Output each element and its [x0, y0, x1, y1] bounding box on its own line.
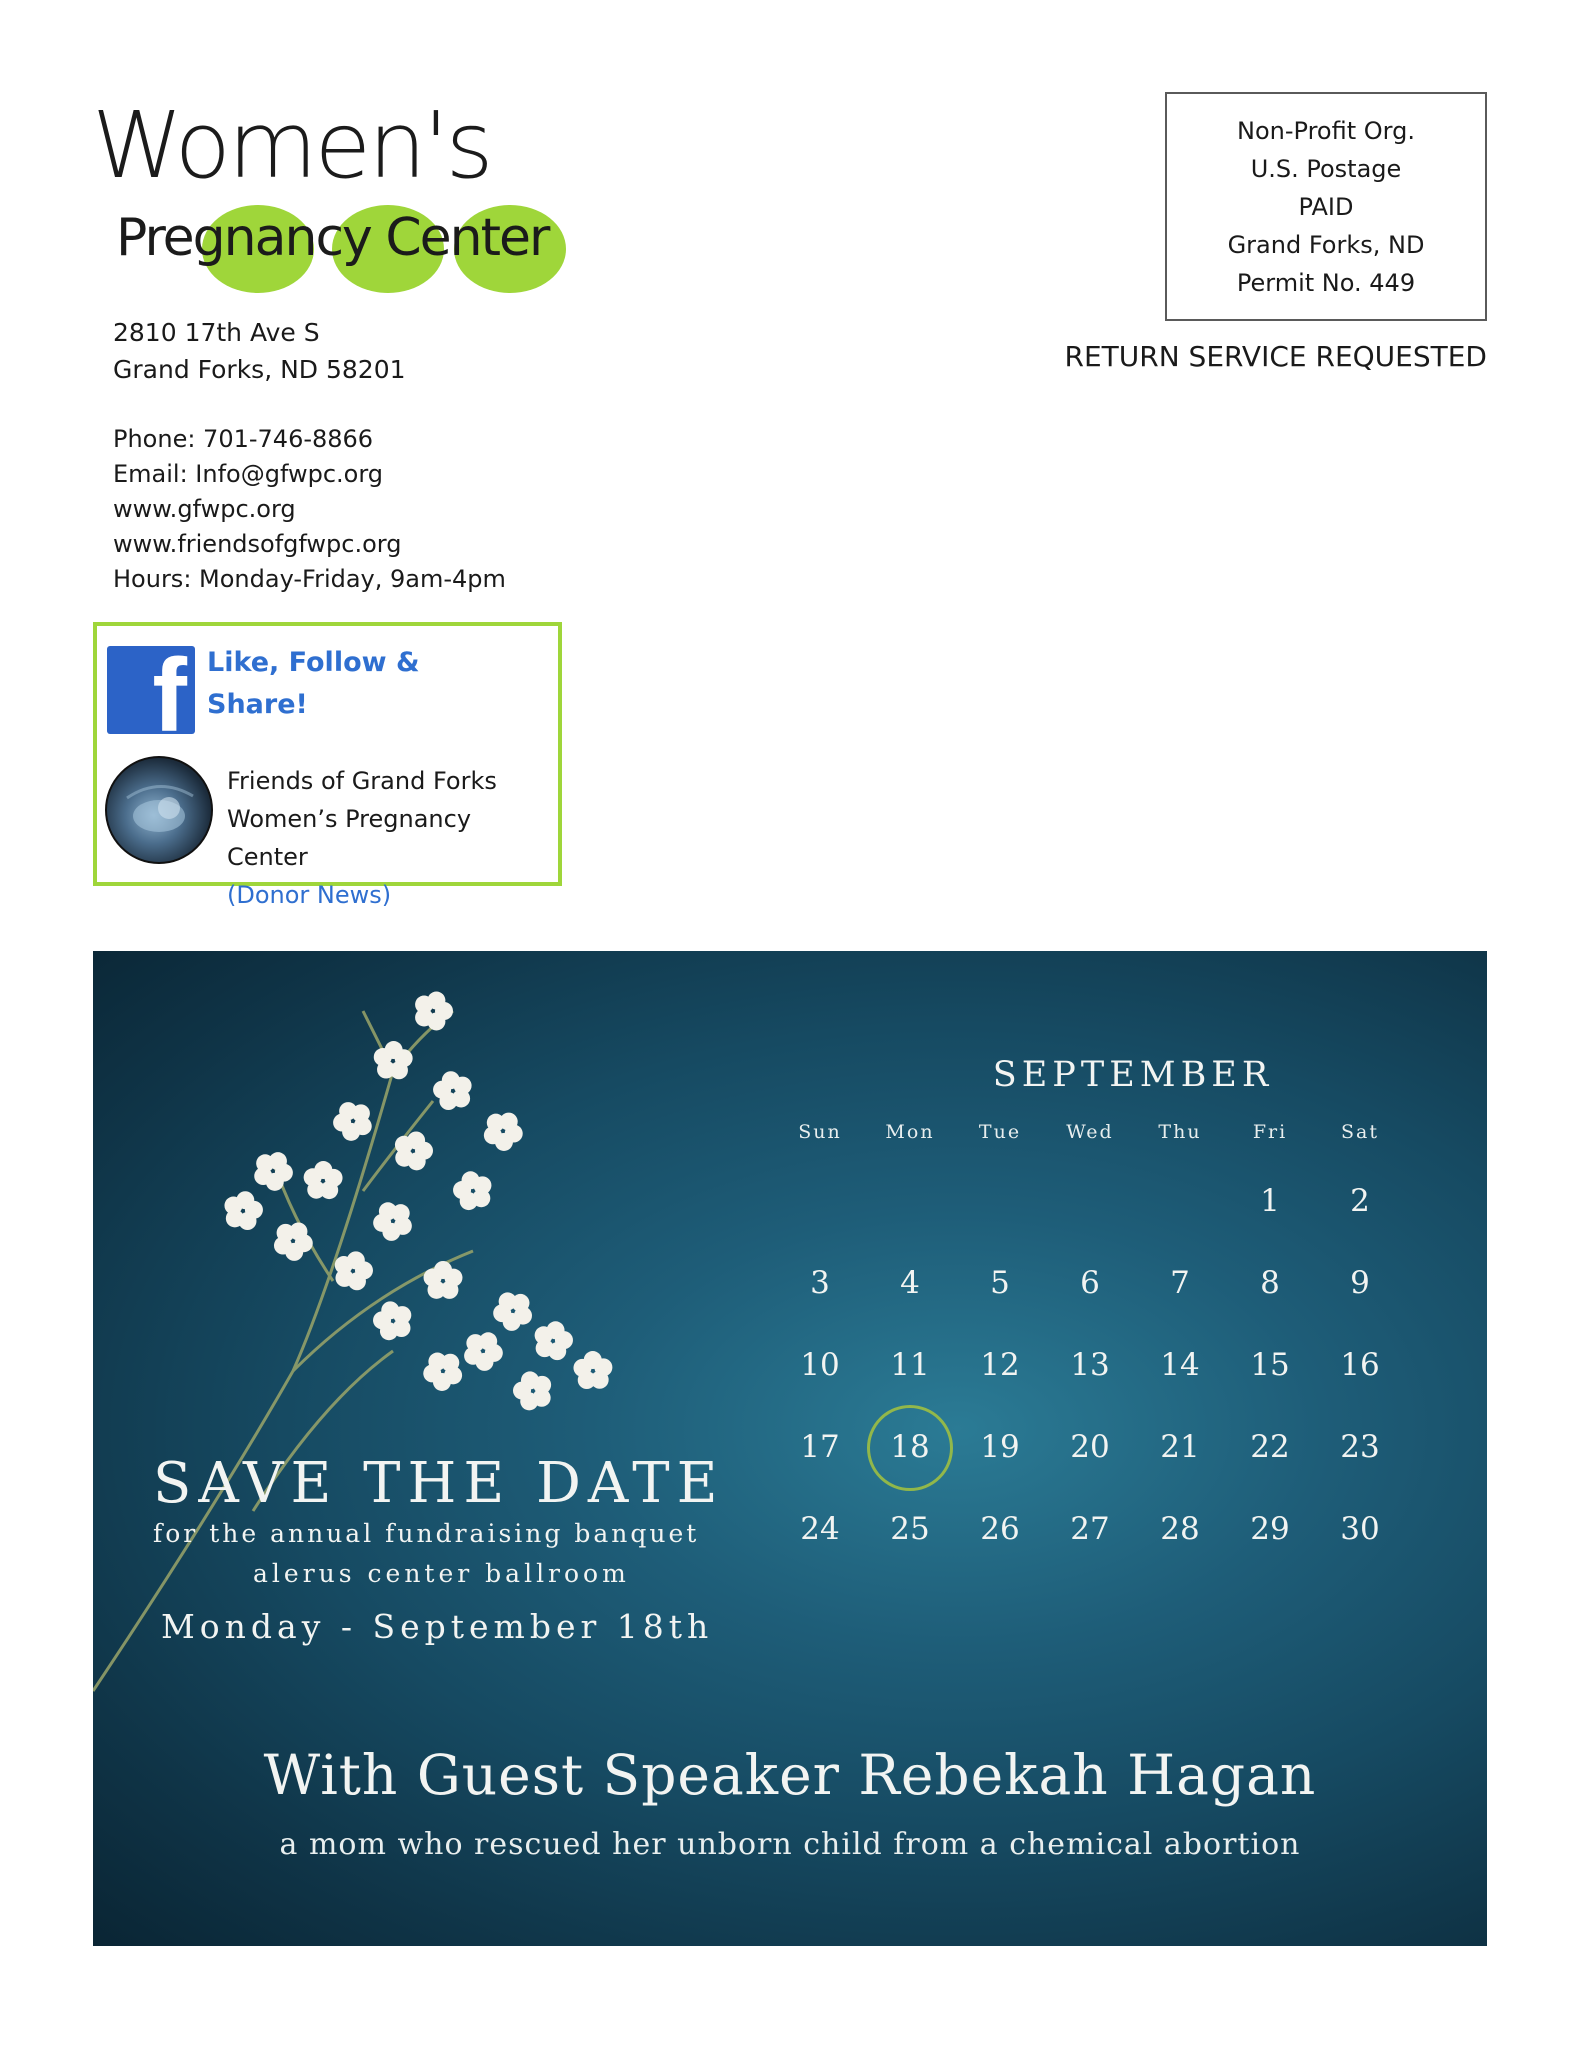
calendar-date: 13: [1070, 1347, 1110, 1383]
calendar-date: 4: [900, 1265, 920, 1301]
contact-website: www.gfwpc.org: [113, 495, 296, 523]
logo-wordmark-pregnancy-center: Pregnancy Center: [116, 208, 549, 268]
donor-group-line1: Friends of Grand Forks: [227, 767, 497, 795]
postage-line5: Permit No. 449: [1236, 269, 1416, 297]
facebook-callout-line2: Share!: [207, 689, 308, 720]
calendar-date: 26: [980, 1511, 1020, 1547]
calendar-date: 6: [1080, 1265, 1100, 1301]
calendar-date: 25: [890, 1511, 930, 1547]
calendar-date: 19: [980, 1429, 1020, 1465]
postage-line4: Grand Forks, ND: [1227, 231, 1425, 259]
calendar-date: 11: [890, 1347, 930, 1383]
calendar-date: 15: [1250, 1347, 1290, 1383]
return-service-requested: RETURN SERVICE REQUESTED: [1064, 340, 1487, 373]
calendar-date: 22: [1250, 1429, 1290, 1465]
calendar-date: 2: [1350, 1183, 1370, 1219]
event-date: Monday - September 18th: [161, 1607, 714, 1646]
organization-logo: [92, 92, 549, 300]
postage-line3: PAID: [1298, 193, 1354, 221]
address-street: 2810 17th Ave S: [113, 318, 320, 347]
babys-breath-flowers-icon: [93, 951, 793, 1711]
donor-group-line2: Women’s Pregnancy Center: [227, 805, 472, 871]
donor-group-name: [227, 762, 558, 914]
calendar-date: 30: [1340, 1511, 1380, 1547]
logo-wordmark-womens: Women's: [92, 92, 491, 199]
facebook-icon: f: [107, 646, 195, 734]
calendar-date: 24: [800, 1511, 840, 1547]
calendar-date: 9: [1350, 1265, 1370, 1301]
calendar-date: 23: [1340, 1429, 1380, 1465]
calendar-date: 10: [800, 1347, 840, 1383]
postage-line1: Non-Profit Org.: [1237, 117, 1415, 145]
facebook-callout: [207, 642, 437, 726]
postage-indicia: [1165, 92, 1487, 321]
guest-speaker-description: a mom who rescued her unborn child from a chemical abortion: [279, 1827, 1301, 1862]
calendar-date: 29: [1250, 1511, 1290, 1547]
facebook-callout-line1: Like, Follow &: [207, 647, 420, 678]
save-the-date-subtitle: for the annual fundraising banquet: [153, 1519, 700, 1548]
calendar-date: 17: [800, 1429, 840, 1465]
donor-news-link[interactable]: (Donor News): [227, 881, 392, 909]
calendar-date: 21: [1160, 1429, 1200, 1465]
calendar-weekday: Sat: [1341, 1121, 1379, 1143]
calendar-date: 14: [1160, 1347, 1200, 1383]
calendar-date: 5: [990, 1265, 1010, 1301]
save-the-date-banner: [93, 951, 1487, 1946]
guest-speaker-heading: With Guest Speaker Rebekah Hagan: [263, 1743, 1317, 1807]
calendar-date: 28: [1160, 1511, 1200, 1547]
calendar-month: SEPTEMBER: [992, 1055, 1274, 1095]
mailing-address: [113, 314, 406, 388]
contact-website-friends: www.friendsofgfwpc.org: [113, 530, 402, 558]
ultrasound-avatar: [105, 756, 213, 864]
contact-email: Email: Info@gfwpc.org: [113, 460, 384, 488]
event-venue: alerus center ballroom: [253, 1559, 630, 1588]
contact-phone: Phone: 701-746-8866: [113, 425, 374, 453]
contact-hours: Hours: Monday-Friday, 9am-4pm: [113, 565, 506, 593]
calendar-date: 8: [1260, 1265, 1280, 1301]
calendar-weekday: Wed: [1066, 1121, 1114, 1143]
calendar-weekday: Fri: [1252, 1121, 1288, 1143]
calendar-weekday: Sun: [798, 1121, 842, 1143]
calendar-date: 18: [890, 1429, 930, 1465]
calendar-date: 27: [1070, 1511, 1110, 1547]
calendar-date: 7: [1170, 1265, 1190, 1301]
calendar-weekday: Mon: [885, 1121, 935, 1143]
calendar-weekday: Tue: [978, 1121, 1022, 1143]
calendar-weekday: Thu: [1158, 1121, 1202, 1143]
calendar-date: 20: [1070, 1429, 1110, 1465]
contact-info: [113, 422, 506, 597]
calendar-date: 3: [810, 1265, 830, 1301]
calendar-date: 12: [980, 1347, 1020, 1383]
calendar-date: 16: [1340, 1347, 1380, 1383]
address-city: Grand Forks, ND 58201: [113, 355, 406, 384]
save-the-date-title: SAVE THE DATE: [153, 1451, 725, 1516]
calendar-date: 1: [1260, 1183, 1280, 1219]
postage-line2: U.S. Postage: [1250, 155, 1402, 183]
social-media-box: [93, 622, 562, 909]
